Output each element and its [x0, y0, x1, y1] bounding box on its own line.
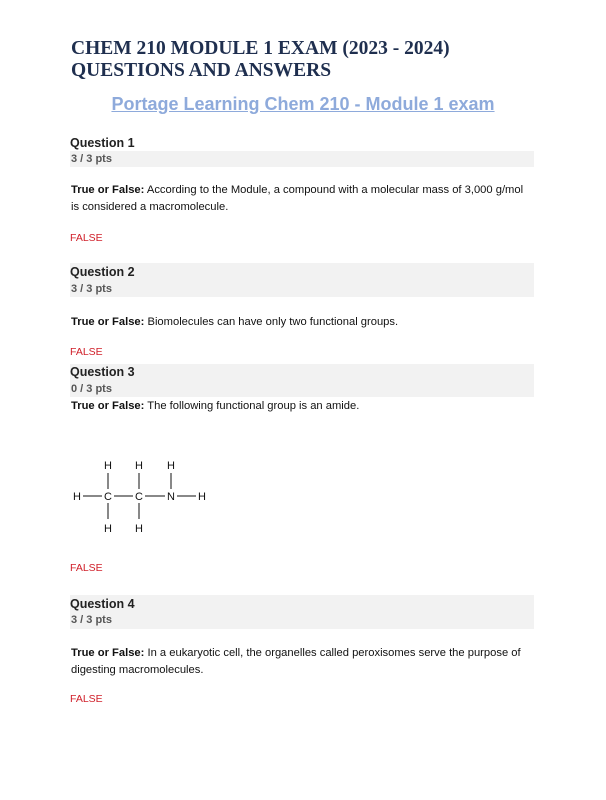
atom-h-top-3: H [167, 460, 175, 472]
question-2-text [71, 314, 533, 331]
atom-h-left: H [73, 491, 81, 503]
question-2-band [70, 263, 534, 297]
question-4-heading: Question 4 [70, 597, 135, 611]
atom-h-bottom-2: H [135, 523, 143, 535]
question-4-text [71, 645, 533, 679]
question-3-heading: Question 3 [70, 365, 135, 379]
question-3-answer: FALSE [70, 562, 103, 574]
question-3-points: 0 / 3 pts [71, 383, 112, 395]
question-2-heading: Question 2 [70, 265, 135, 279]
question-4-points: 3 / 3 pts [71, 614, 112, 626]
question-2-prefix: True or False: [71, 316, 145, 328]
atom-n: N [167, 491, 175, 503]
atom-c2: C [135, 491, 143, 503]
question-2-points: 3 / 3 pts [71, 283, 112, 295]
atom-h-right: H [198, 491, 206, 503]
question-1-prefix: True or False: [71, 184, 145, 196]
question-3-band [70, 364, 534, 397]
question-4-band [70, 595, 534, 629]
atom-h-top-2: H [135, 460, 143, 472]
question-1-answer: FALSE [70, 232, 103, 244]
document-subtitle-link[interactable]: Portage Learning Chem 210 - Module 1 exam [111, 94, 495, 114]
question-1-text [71, 182, 533, 216]
question-2-answer: FALSE [70, 346, 103, 358]
title-line-1: CHEM 210 MODULE 1 EXAM (2023 - 2024) [71, 38, 450, 59]
document-title [71, 38, 541, 82]
question-3-text [71, 398, 533, 415]
atom-h-bottom-1: H [104, 523, 112, 535]
atom-c1: C [104, 491, 112, 503]
question-1-heading: Question 1 [70, 136, 135, 150]
question-3-body: The following functional group is an amide. [144, 400, 360, 412]
atom-h-top-1: H [104, 460, 112, 472]
question-4-answer: FALSE [70, 693, 103, 705]
question-4-body: In a eukaryotic cell, the organelles called peroxisomes serve the purpose of digesting macromolecules. [71, 647, 521, 676]
question-4-prefix: True or False: [71, 647, 145, 659]
question-2-body: Biomolecules can have only two functional groups. [144, 316, 399, 328]
question-3-prefix: True or False: [71, 400, 145, 412]
question-1-points-band [70, 151, 534, 167]
title-line-2: QUESTIONS AND ANSWERS [71, 60, 332, 81]
question-1-points: 3 / 3 pts [71, 153, 112, 165]
ethylamine-structure-diagram [70, 455, 220, 540]
question-1-body: According to the Module, a compound with a molecular mass of 3,000 g/mol is considered a macromolecule. [71, 184, 524, 213]
